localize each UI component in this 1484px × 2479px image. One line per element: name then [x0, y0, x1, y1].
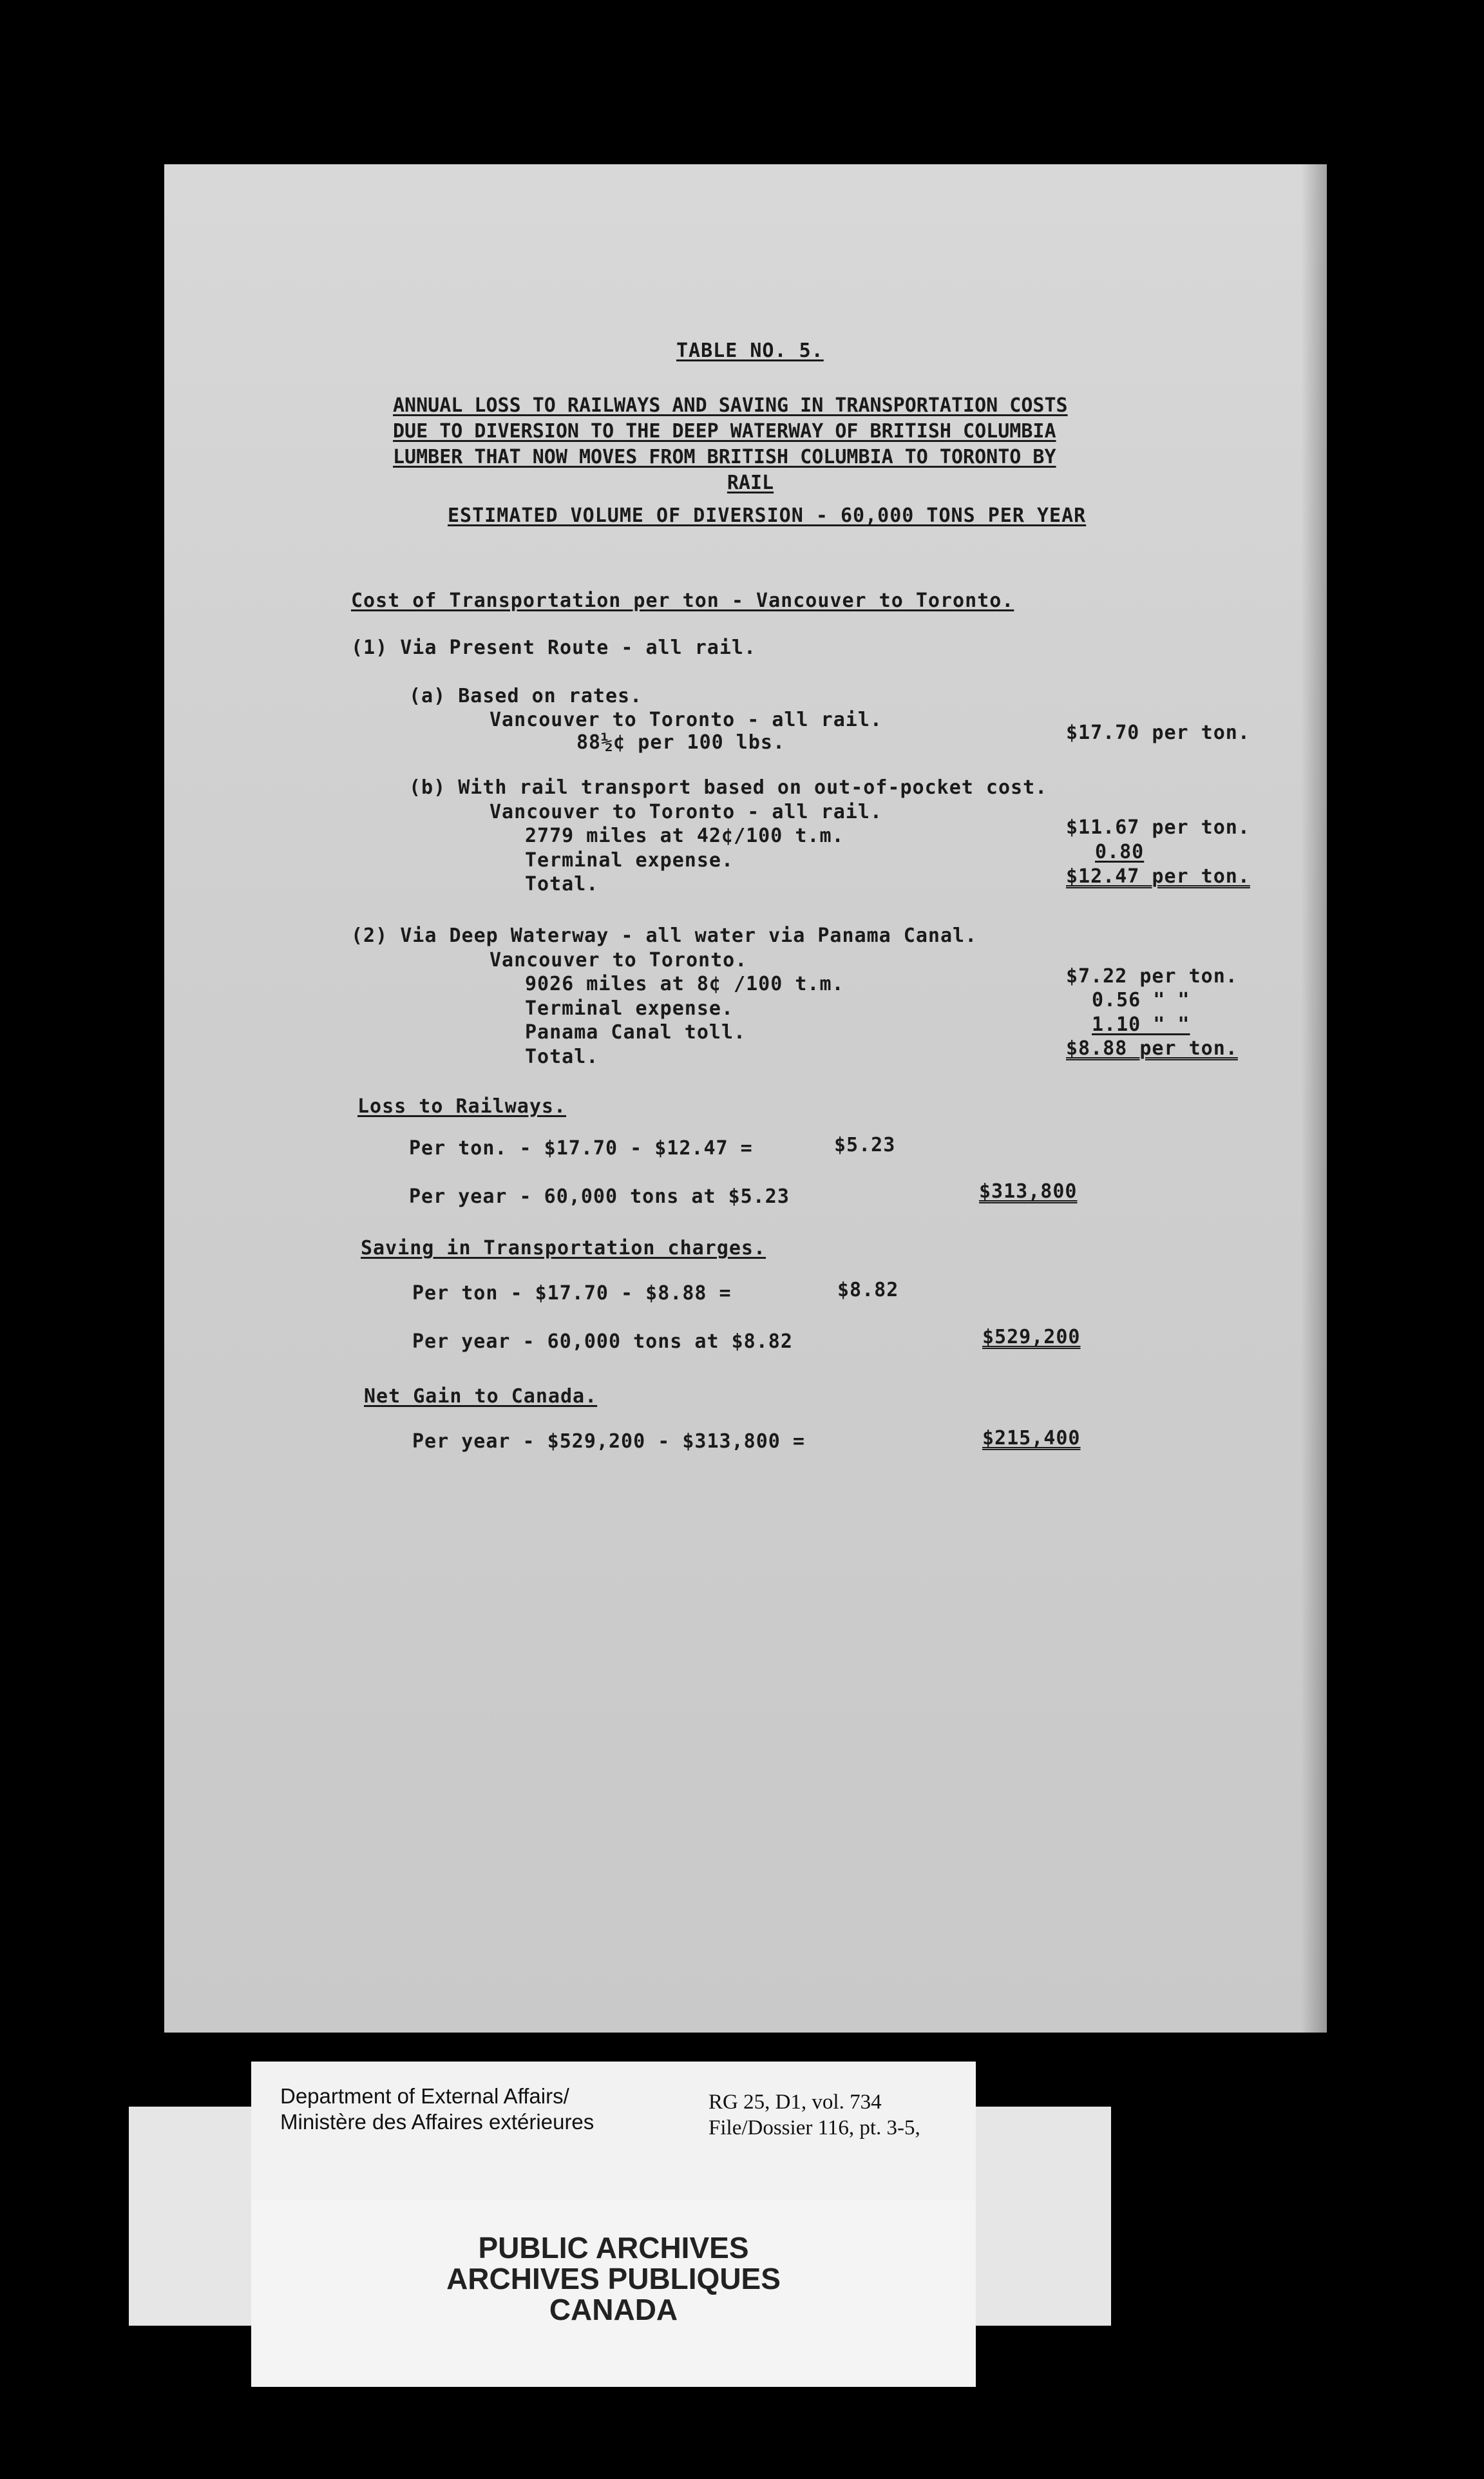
- gain-heading: Net Gain to Canada.: [364, 1385, 598, 1408]
- route-2-amount-3: 1.10 " ": [1092, 1013, 1190, 1036]
- loss-heading: Loss to Railways.: [357, 1095, 567, 1118]
- reference-line-2: File/Dossier 116, pt. 3-5,: [709, 2116, 920, 2139]
- loss-per-ton-value: $5.23: [834, 1134, 896, 1156]
- archive-reference-label: [251, 2062, 976, 2200]
- route-1b-amount-3: $12.47 per ton.: [1066, 865, 1250, 888]
- saving-per-year-value: $529,200: [982, 1326, 1081, 1348]
- saving-per-year: Per year - 60,000 tons at $8.82: [412, 1330, 793, 1353]
- route-2-line-5: Total.: [525, 1046, 599, 1068]
- route-1b-line-1: Vancouver to Toronto - all rail.: [490, 801, 882, 823]
- saving-heading: Saving in Transportation charges.: [361, 1237, 766, 1259]
- table-heading: [393, 393, 1108, 496]
- heading-line-4: RAIL: [727, 472, 774, 494]
- saving-per-ton-value: $8.82: [837, 1279, 899, 1301]
- estimated-volume: ESTIMATED VOLUME OF DIVERSION - 60,000 TONS PER YEAR: [448, 504, 1087, 527]
- route-2-amount-4: $8.88 per ton.: [1066, 1037, 1238, 1060]
- loss-per-year-value: $313,800: [979, 1180, 1078, 1203]
- department-fr: Ministère des Affaires extérieures: [280, 2110, 595, 2134]
- route-2-line-4: Panama Canal toll.: [525, 1021, 747, 1044]
- route-1b-line-2: 2779 miles at 42¢/100 t.m.: [525, 825, 844, 847]
- loss-per-year: Per year - 60,000 tons at $5.23: [409, 1185, 790, 1208]
- heading-line-2: DUE TO DIVERSION TO THE DEEP WATERWAY OF BRITISH COLUMBIA: [393, 420, 1056, 443]
- heading-line-1: ANNUAL LOSS TO RAILWAYS AND SAVING IN TRANSPORTATION COSTS: [393, 394, 1068, 417]
- stamp-line-1: PUBLIC ARCHIVES: [478, 2231, 749, 2264]
- route-1a-line-2: 88½¢ per 100 lbs.: [576, 731, 786, 754]
- route-1a-title: (a) Based on rates.: [409, 685, 643, 707]
- document-page: [164, 164, 1327, 2033]
- gain-per-year: Per year - $529,200 - $313,800 =: [412, 1430, 805, 1453]
- route-1b-amount-2: 0.80: [1095, 841, 1145, 863]
- route-2-amount-2: 0.56 " ": [1092, 989, 1190, 1011]
- route-1b-line-3: Terminal expense.: [525, 849, 734, 872]
- route-2-line-2: 9026 miles at 8¢ /100 t.m.: [525, 973, 844, 995]
- stamp-line-3: CANADA: [549, 2293, 678, 2326]
- loss-per-ton: Per ton. - $17.70 - $12.47 =: [409, 1137, 753, 1160]
- route-1b-line-4: Total.: [525, 873, 599, 895]
- cost-heading: Cost of Transportation per ton - Vancouver to Toronto.: [351, 589, 1014, 612]
- route-1-title: (1) Via Present Route - all rail.: [351, 636, 757, 659]
- route-1b-amount-1: $11.67 per ton.: [1066, 816, 1250, 839]
- route-1a-amount: $17.70 per ton.: [1066, 722, 1250, 744]
- reference-line-1: RG 25, D1, vol. 734: [709, 2091, 882, 2114]
- heading-line-3: LUMBER THAT NOW MOVES FROM BRITISH COLUMBIA TO TORONTO BY: [393, 446, 1056, 468]
- stamp-line-2: ARCHIVES PUBLIQUES: [446, 2262, 781, 2295]
- route-2-amount-1: $7.22 per ton.: [1066, 965, 1238, 988]
- route-2-line-1: Vancouver to Toronto.: [490, 949, 748, 972]
- department-en: Department of External Affairs/: [280, 2084, 569, 2108]
- table-title: TABLE NO. 5.: [676, 340, 824, 362]
- route-2-title: (2) Via Deep Waterway - all water via Panama Canal.: [351, 924, 978, 947]
- route-2-line-3: Terminal expense.: [525, 997, 734, 1020]
- saving-per-ton: Per ton - $17.70 - $8.88 =: [412, 1282, 732, 1305]
- route-1b-title: (b) With rail transport based on out-of-pocket cost.: [409, 776, 1048, 799]
- public-archives-stamp: [251, 2232, 976, 2325]
- gain-per-year-value: $215,400: [982, 1427, 1081, 1450]
- route-1a-line-1: Vancouver to Toronto - all rail.: [490, 709, 882, 731]
